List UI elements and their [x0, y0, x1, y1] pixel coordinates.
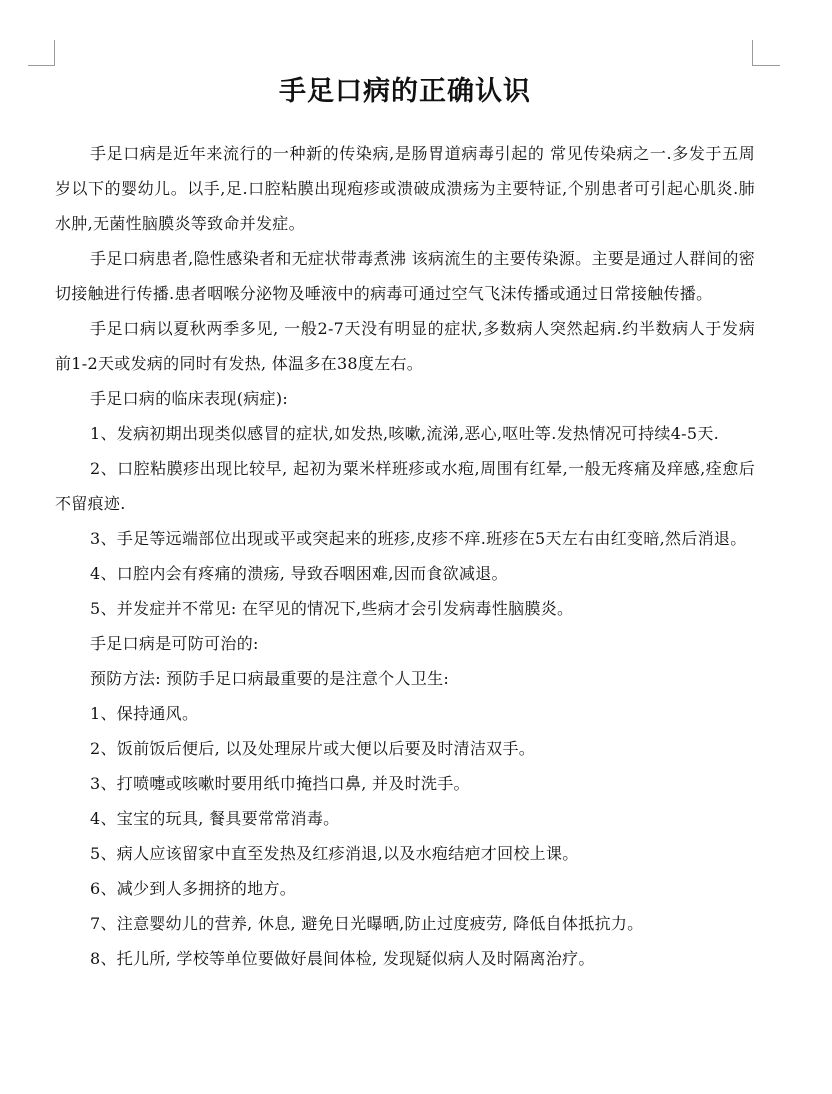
symptom-item-5: 5、并发症并不常见: 在罕见的情况下,些病才会引发病毒性脑膜炎。 [90, 599, 574, 618]
symptom-item-1: 1、发病初期出现类似感冒的症状,如发热,咳嗽,流涕,恶心,呕吐等.发热情况可持续4-5天. [90, 424, 720, 443]
paragraph-prevention-heading: 预防方法: 预防手足口病最重要的是注意个人卫生: [90, 669, 450, 688]
symptom-item-2: 2、口腔粘膜疹出现比较早, 起初为粟米样班疹或水疱,周围有红晕,一般无疼痛及痒感,痊愈后不留痕迹. [55, 459, 755, 513]
prevention-item-1: 1、保持通风。 [90, 704, 199, 723]
prevention-item-6: 6、减少到人多拥挤的地方。 [90, 879, 297, 898]
crop-mark-top-right-horizontal [752, 65, 780, 66]
paragraph-intro: 手足口病是近年来流行的一种新的传染病,是肠胃道病毒引起的 常见传染病之一.多发于五周岁以下的婴幼儿。以手,足.口腔粘膜出现疱疹或溃破成溃疡为主要特证,个别患者可引起心肌炎.肺水肿,无菌性脑膜炎等致命并发症。 [55, 144, 755, 233]
paragraph-transmission: 手足口病患者,隐性感染者和无症状带毒煮沸 该病流生的主要传染源。主要是通过人群间的密切接触进行传播.患者咽喉分泌物及唾液中的病毒可通过空气飞沫传播或通过日常接触传播。 [55, 249, 755, 303]
prevention-item-3: 3、打喷嚏或咳嗽时要用纸巾掩挡口鼻, 并及时洗手。 [90, 774, 470, 793]
prevention-item-4: 4、宝宝的玩具, 餐具要常常消毒。 [90, 809, 340, 828]
symptom-item-3: 3、手足等远端部位出现或平或突起来的班疹,皮疹不痒.班疹在5天左右由红变暗,然后消退。 [90, 529, 747, 548]
prevention-item-2: 2、饭前饭后便后, 以及处理尿片或大便以后要及时清洁双手。 [90, 739, 536, 758]
document-title: 手足口病的正确认识 [279, 76, 531, 107]
document-body [55, 72, 755, 976]
paragraph-preventable: 手足口病是可防可治的: [90, 634, 259, 653]
prevention-item-7: 7、注意婴幼儿的营养, 休息, 避免日光曝晒,防止过度疲劳, 降低自体抵抗力。 [90, 914, 644, 933]
crop-mark-top-left-horizontal [28, 65, 55, 66]
prevention-item-8: 8、托儿所, 学校等单位要做好晨间体检, 发现疑似病人及时隔离治疗。 [90, 949, 595, 968]
crop-mark-top-right-vertical [752, 40, 753, 66]
crop-mark-top-left-vertical [54, 40, 55, 66]
prevention-item-5: 5、病人应该留家中直至发热及红疹消退,以及水疱结疤才回校上课。 [90, 844, 579, 863]
symptom-item-4: 4、口腔内会有疼痛的溃疡, 导致吞咽困难,因而食欲减退。 [90, 564, 508, 583]
paragraph-symptoms-heading: 手足口病的临床表现(病症): [90, 389, 289, 408]
paragraph-season: 手足口病以夏秋两季多见, 一般2-7天没有明显的症状,多数病人突然起病.约半数病人于发病前1-2天或发病的同时有发热, 体温多在38度左右。 [55, 319, 755, 373]
